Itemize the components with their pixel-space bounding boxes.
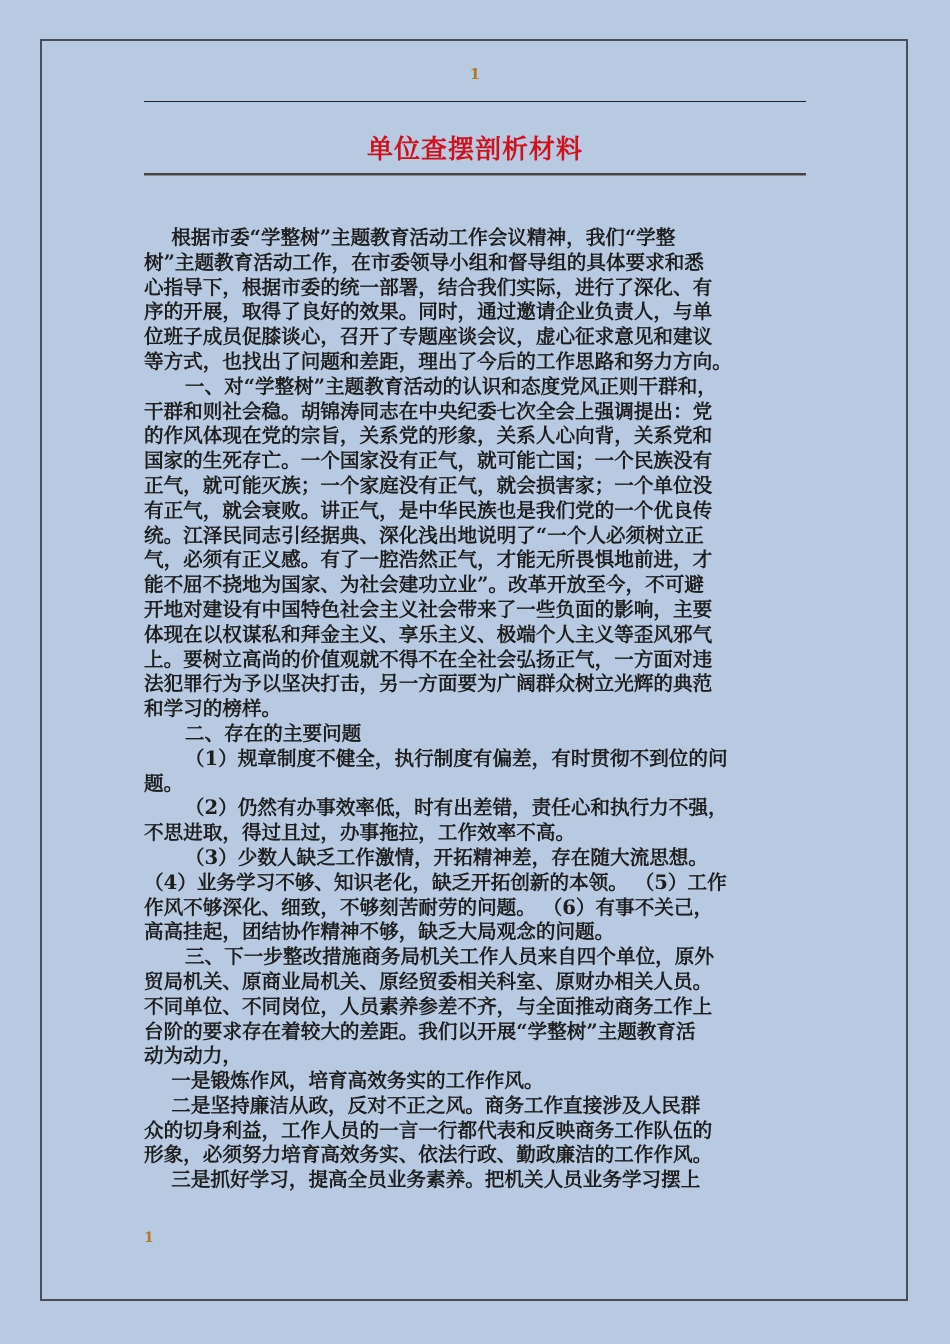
body-line: 动为动力， (144, 1044, 242, 1068)
body-line: 国家的生死存亡。一个国家没有正气，就可能亡国；一个民族没有 (144, 449, 713, 473)
body-line: 正气，就可能灭族；一个家庭没有正气，就会损害家；一个单位没 (144, 473, 713, 497)
body-line: 上。要树立高尚的价值观就不得不在全社会弘扬正气，一方面对违 (144, 647, 713, 671)
body-line: （1）规章制度不健全，执行制度有偏差，有时贯彻不到位的问 (144, 746, 728, 770)
body-line: 法犯罪行为予以坚决打击，另一方面要为广阔群众树立光辉的典范 (144, 672, 713, 696)
body-line: 树”主题教育活动工作，在市委领导小组和督导组的具体要求和悉 (144, 250, 704, 274)
body-line: 高高挂起，团结协作精神不够，缺乏大局观念的问题。 (144, 920, 615, 944)
body-line: 根据市委“学整树”主题教育活动工作会议精神，我们“学整 (144, 226, 676, 249)
body-line: （4）业务学习不够、知识老化，缺乏开拓创新的本领。 （5）工作 (144, 870, 727, 894)
body-line: 二、存在的主要问题 (144, 721, 362, 745)
body-line: 气，必须有正义感。有了一腔浩然正气，才能无所畏惧地前进，才 (144, 548, 713, 572)
body-line: 不同单位、不同岗位，人员素养参差不齐，与全面推动商务工作上 (144, 994, 713, 1018)
body-line: 能不屈不挠地为国家、为社会建功立业”。改革开放至今，不可避 (144, 573, 704, 597)
body-line: 有正气，就会衰败。讲正气，是中华民族也是我们党的一个优良传 (144, 498, 713, 522)
body-line: 台阶的要求存在着较大的差距。我们以开展“学整树”主题教育活 (144, 1019, 696, 1043)
body-line: 贸局机关、原商业局机关、原经贸委相关科室、原财办相关人员。 (144, 969, 713, 993)
footer-page-number: 1 (144, 1230, 154, 1246)
body-line: 三、下一步整改措施商务局机关工作人员来自四个单位，原外 (144, 945, 714, 969)
body-line: 一是锻炼作风，培育高效务实的工作作风。 (144, 1069, 544, 1093)
body-line: 干群和则社会稳。胡锦涛同志在中央纪委七次全会上强调提出：党 (144, 399, 713, 423)
title-divider (144, 173, 806, 175)
body-line: （2）仍然有办事效率低，时有出差错，责任心和执行力不强， (144, 796, 728, 820)
body-line: 统。江泽民同志引经据典、深化浅出地说明了“一个人必须树立正 (144, 523, 704, 547)
body-line: 和学习的榜样。 (144, 697, 282, 721)
header-divider (144, 101, 806, 102)
body-line: 作风不够深化、细致，不够刻苦耐劳的问题。 （6）有事不关己， (144, 895, 714, 919)
body-line: 序的开展，取得了良好的效果。同时，通过邀请企业负责人，与单 (144, 300, 713, 324)
body-line: 三是抓好学习，提高全员业务素养。把机关人员业务学习摆上 (144, 1168, 701, 1192)
body-line: 众的切身利益，工作人员的一言一行都代表和反映商务工作队伍的 (144, 1118, 713, 1142)
body-line: 等方式，也找出了问题和差距，理出了今后的工作思路和努力方向。 (144, 349, 732, 373)
body-line: 形象，必须努力培育高效务实、依法行政、勤政廉洁的工作作风。 (144, 1143, 713, 1167)
body-line: 题。 (144, 771, 184, 795)
body-line: 一、对“学整树”主题教育活动的认识和态度党风正则干群和， (144, 374, 717, 398)
body-line: 心指导下，根据市委的统一部署，结合我们实际，进行了深化、有 (144, 275, 713, 299)
body-line: 位班子成员促膝谈心，召开了专题座谈会议，虚心征求意见和建议 (144, 325, 713, 349)
body-line: 体现在以权谋私和拜金主义、享乐主义、极端个人主义等歪风邪气 (144, 622, 713, 646)
body-line: 二是坚持廉洁从政，反对不正之风。商务工作直接涉及人民群 (144, 1093, 701, 1117)
body-line: 开地对建设有中国特色社会主义社会带来了一些负面的影响，主要 (144, 597, 713, 621)
document-title: 单位查摆剖析材料 (366, 135, 583, 165)
body-line: （3）少数人缺乏工作激情，开拓精神差，存在随大流思想。 (144, 845, 708, 869)
header-page-number: 1 (469, 65, 481, 83)
body-line: 的作风体现在党的宗旨，关系党的形象，关系人心向背，关系党和 (144, 424, 713, 448)
body-line: 不思进取，得过且过，办事拖拉，工作效率不高。 (144, 821, 576, 845)
document-body (144, 226, 808, 1193)
